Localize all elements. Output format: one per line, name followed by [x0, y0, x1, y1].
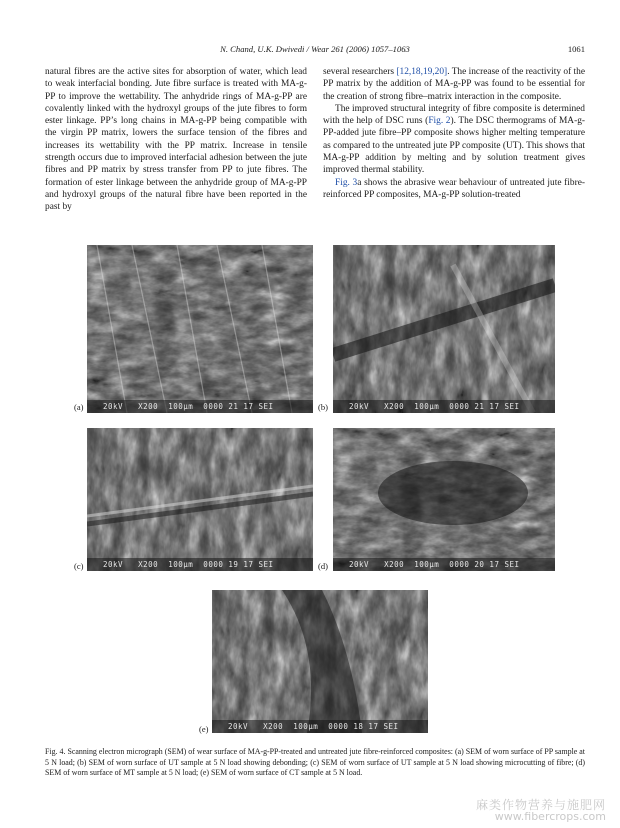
sem-info-bar: 20kV X200 100μm 0000 21 17 SEI: [87, 400, 313, 413]
right-column: [323, 66, 585, 201]
page-number: 1061: [567, 44, 585, 54]
panel-label-a: (a): [74, 402, 84, 412]
sem-info-bar: 20kV X200 100μm 0000 20 17 SEI: [333, 558, 555, 571]
body-paragraph: several researchers [12,18,19,20]. The increase of the reactivity of the PP matrix by the addition of MA-g-PP was found to be essential for the creation of strong fibre–matrix interaction in the composite.: [323, 67, 585, 102]
sem-image-b: [333, 245, 555, 413]
left-column: [45, 66, 307, 214]
sem-image-c: [87, 428, 313, 571]
sem-image-e: [212, 590, 428, 733]
journal-citation: N. Chand, U.K. Dwivedi / Wear 261 (2006) 1057–1063: [220, 44, 410, 54]
sem-info-bar: 20kV X200 100μm 0000 19 17 SEI: [87, 558, 313, 571]
figure-reference-link[interactable]: Fig. 2: [428, 116, 451, 127]
figure-reference-link[interactable]: Fig. 3: [335, 177, 358, 188]
sem-info-bar: 20kV X200 100μm 0000 21 17 SEI: [333, 400, 555, 413]
sem-image-a: [87, 245, 313, 413]
panel-label-c: (c): [74, 561, 84, 571]
body-paragraph: natural fibres are the active sites for absorption of water, which lead to weak interfacial bonding. Jute fibre surface is treated with MA-g-PP to improve the wettability. The anhydride rings of MA-g-PP are covalently linked with the hydroxyl groups of the jute fibres to form ester linkage. PP’s long chains in MA-g-PP being compatible with the virgin PP matrix, lowers the surface tension of the fibres and increases its wettability with the PP matrix. Increase in tensile strength occurs due to improved interfacial adhesion between the jute fibres and PP matrix by stress transfer from PP to jute fibres. The formation of ester linkage between the anhydride group of MA-g-PP and hydroxyl groups of the natural fibre have been reported in the past by: [45, 67, 307, 213]
panel-label-e: (e): [199, 724, 209, 734]
panel-label-d: (d): [318, 561, 328, 571]
body-paragraph: The improved structural integrity of fibre composite is determined with the help of DSC runs (Fig. 2). The DSC thermograms of MA-g-PP-added jute fibre–PP composite shows higher melting temperature as compared to the untreated jute PP composite (UT). This shows that MA-g-PP addition by melting and by solution treatment gives improved thermal stability.: [323, 103, 586, 176]
running-head: [45, 44, 585, 58]
panel-label-b: (b): [318, 402, 328, 412]
sem-info-bar: 20kV X200 100μm 0000 18 17 SEI: [212, 720, 428, 733]
sem-image-d: [333, 428, 555, 571]
figure-caption: Fig. 4. Scanning electron micrograph (SEM) of wear surface of MA-g-PP-treated and untreated jute fibre-reinforced composites: (a) SEM of worn surface of PP sample at 5 N load; (b) SEM of worn surface of UT sample at 5 N load showing debonding; (c) SEM of worn surface of UT sample at 5 N load showing microcutting of fibre; (d) SEM of worn surface of MT sample at 5 N load; (e) SEM of worn surface of CT sample at 5 N load.: [45, 747, 585, 777]
watermark-url: www.fibercrops.com: [494, 810, 606, 823]
reference-link[interactable]: [12,18,19,20]: [396, 67, 448, 77]
watermark-title: 麻类作物营养与施肥网: [475, 798, 606, 812]
body-paragraph: Fig. 3a shows the abrasive wear behaviour of untreated jute fibre-reinforced PP composites, MA-g-PP solution-treated: [323, 177, 585, 200]
